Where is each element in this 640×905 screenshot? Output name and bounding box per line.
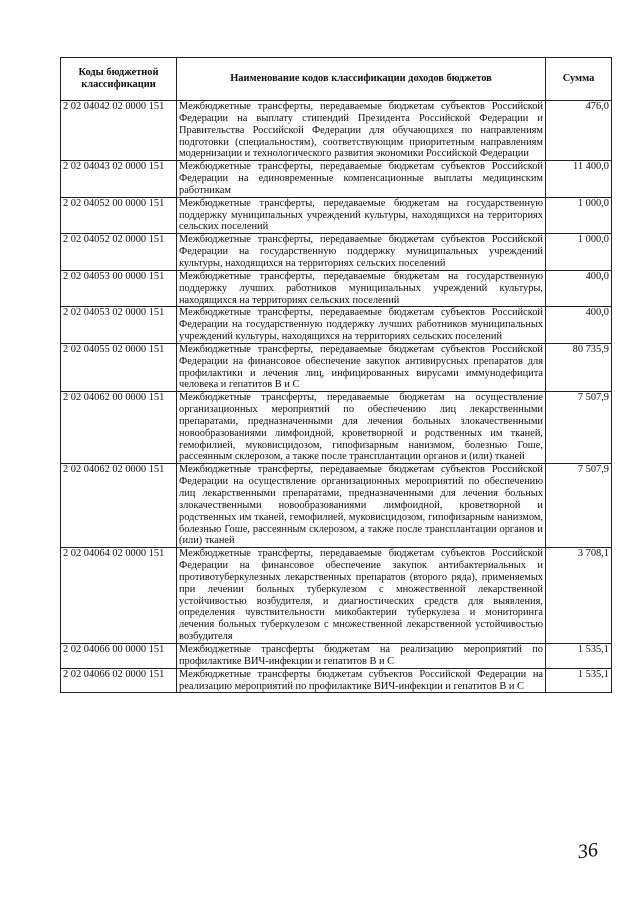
row-code: 2 02 04066 00 0000 151 bbox=[61, 643, 177, 668]
table-row bbox=[61, 464, 612, 548]
row-code: 2 02 04052 00 0000 151 bbox=[61, 197, 177, 234]
table-row bbox=[61, 234, 612, 271]
table-row bbox=[61, 548, 612, 644]
row-sum: 400,0 bbox=[546, 270, 612, 307]
table-row bbox=[61, 307, 612, 344]
row-sum: 1 000,0 bbox=[546, 234, 612, 271]
page-number: 36 bbox=[576, 838, 600, 864]
row-sum: 1 535,1 bbox=[546, 668, 612, 693]
header-code: Коды бюджетной классификации bbox=[61, 58, 177, 101]
row-sum: 7 507,9 bbox=[546, 392, 612, 464]
table-row bbox=[61, 101, 612, 161]
row-code: 2 02 04042 02 0000 151 bbox=[61, 101, 177, 161]
table-row bbox=[61, 392, 612, 464]
row-name: Межбюджетные трансферты, передаваемые бюджетам субъектов Российской Федерации на финансовое обеспечение закупок антибактериальных и противотуберкулезных лекарственных препаратов (второго ряда), применяемых при лечении больных туберкулезом с множественной лекарственной устойчивостью возбудителя, и диагностических средств для выявления, определения чувствительности микобактерии туберкулеза и мониторинга лечения больных туберкулезом с множественной лекарственной устойчивостью возбудителя bbox=[177, 548, 546, 644]
row-sum: 1 535,1 bbox=[546, 643, 612, 668]
row-name: Межбюджетные трансферты, передаваемые бюджетам субъектов Российской Федерации на государственную поддержку муниципальных учреждений культуры, находящихся на территориях сельских поселений bbox=[177, 234, 546, 271]
row-name: Межбюджетные трансферты, передаваемые бюджетам субъектов Российской Федерации на финансовое обеспечение закупок антивирусных препаратов для профилактики и лечения лиц, инфицированных вирусами иммунодефицита человека и гепатитов В и С bbox=[177, 343, 546, 391]
row-name: Межбюджетные трансферты, передаваемые бюджетам субъектов Российской Федерации на осуществление организационных мероприятий по обеспечению лиц лекарственными препаратами, предназначенными для лечения больных злокачественными новообразованиями лимфоидной, кроветворной и родственных им тканей, гемофилией, муковисцидозом, гипофизарным нанизмом, болезнью Гоше, рассеянным склерозом, а также после трансплантации органов и (или) тканей bbox=[177, 464, 546, 548]
table-row bbox=[61, 270, 612, 307]
row-code: 2 02 04053 00 0000 151 bbox=[61, 270, 177, 307]
table-header-row bbox=[61, 58, 612, 101]
row-name: Межбюджетные трансферты, передаваемые бюджетам субъектов Российской Федерации на государственную поддержку лучших работников муниципальных учреждений культуры, находящихся на территориях сельских поселений bbox=[177, 307, 546, 344]
row-code: 2 02 04064 02 0000 151 bbox=[61, 548, 177, 644]
header-sum: Сумма bbox=[546, 58, 612, 101]
row-name: Межбюджетные трансферты, передаваемые бюджетам на государственную поддержку лучших работников муниципальных учреждений культуры, находящихся на территориях сельских поселений bbox=[177, 270, 546, 307]
table-row bbox=[61, 643, 612, 668]
row-sum: 11 400,0 bbox=[546, 161, 612, 198]
table-row bbox=[61, 161, 612, 198]
row-sum: 3 708,1 bbox=[546, 548, 612, 644]
row-sum: 400,0 bbox=[546, 307, 612, 344]
table-row bbox=[61, 197, 612, 234]
row-sum: 80 735,9 bbox=[546, 343, 612, 391]
row-sum: 7 507,9 bbox=[546, 464, 612, 548]
row-code: 2 02 04052 02 0000 151 bbox=[61, 234, 177, 271]
row-name: Межбюджетные трансферты бюджетам субъектов Российской Федерации на реализацию мероприятий по профилактике ВИЧ-инфекции и гепатитов В и С bbox=[177, 668, 546, 693]
budget-table bbox=[60, 57, 612, 693]
row-code: 2 02 04066 02 0000 151 bbox=[61, 668, 177, 693]
row-code: 2 02 04043 02 0000 151 bbox=[61, 161, 177, 198]
table-row bbox=[61, 668, 612, 693]
header-name: Наименование кодов классификации доходов бюджетов bbox=[177, 58, 546, 101]
table-row bbox=[61, 343, 612, 391]
row-name: Межбюджетные трансферты, передаваемые бюджетам на осуществление организационных мероприятий по обеспечению лиц лекарственными препаратами, предназначенными для лечения больных злокачественными новообразованиями лимфоидной, кроветворной и родственных им тканей, гемофилией, муковисцидозом, гипофизарным нанизмом, болезнью Гоше, рассеянным склерозом, а также после трансплантации органов и (или) тканей bbox=[177, 392, 546, 464]
row-name: Межбюджетные трансферты, передаваемые бюджетам на государственную поддержку муниципальных учреждений культуры, находящихся на территориях сельских поселений bbox=[177, 197, 546, 234]
row-name: Межбюджетные трансферты бюджетам на реализацию мероприятий по профилактике ВИЧ-инфекции и гепатитов В и С bbox=[177, 643, 546, 668]
row-code: 2 02 04062 00 0000 151 bbox=[61, 392, 177, 464]
row-code: 2 02 04053 02 0000 151 bbox=[61, 307, 177, 344]
row-sum: 1 000,0 bbox=[546, 197, 612, 234]
row-code: 2 02 04055 02 0000 151 bbox=[61, 343, 177, 391]
row-name: Межбюджетные трансферты, передаваемые бюджетам субъектов Российской Федерации на единовременные компенсационные выплаты медицинским работникам bbox=[177, 161, 546, 198]
row-sum: 476,0 bbox=[546, 101, 612, 161]
row-code: 2 02 04062 02 0000 151 bbox=[61, 464, 177, 548]
row-name: Межбюджетные трансферты, передаваемые бюджетам субъектов Российской Федерации на выплату стипендий Президента Российской Федерации и Правительства Российской Федерации для обучающихся по направлениям подготовки (специальностям), соответствующим приоритетным направлениям модернизации и технологического развития экономики Российской Федерации bbox=[177, 101, 546, 161]
